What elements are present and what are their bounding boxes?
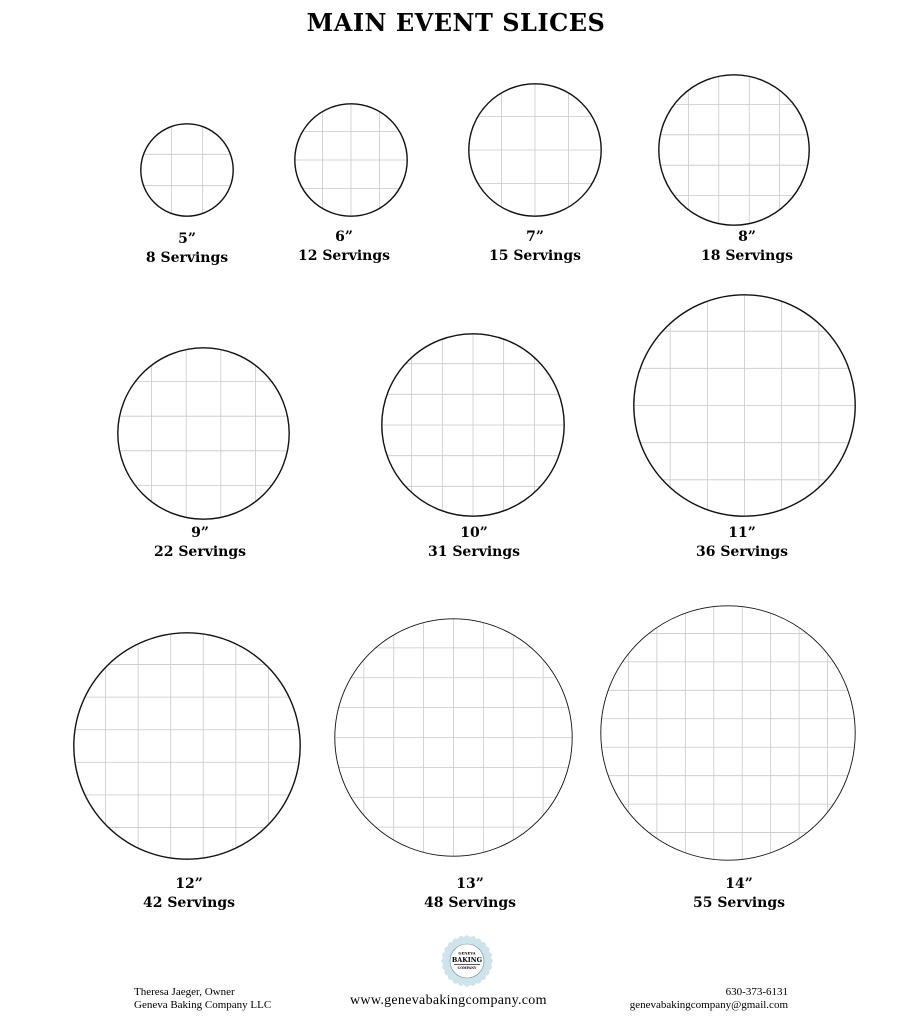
footer-contact-owner [134,986,271,1012]
geneva-baking-company-logo [441,935,493,987]
cake-servings: 36 Servings [695,544,789,560]
logo-text-line2: BAKING [451,956,483,964]
cake-label-13-inch [360,875,580,913]
cake-outline [659,75,809,225]
owner-name: Theresa Jaeger, Owner [134,986,235,998]
page-title: MAIN EVENT SLICES [306,8,606,37]
cake-label-9-inch [90,524,310,562]
cake-outline [601,606,855,860]
cake-label-8-inch [637,228,857,266]
cake-servings: 22 Servings [153,544,247,560]
cake-label-14-inch [629,875,849,913]
cake-outline [118,348,289,519]
cake-size: 12” [175,876,203,892]
website-link[interactable]: www.genevabakingcompany.com [350,993,547,1008]
logo-text-line3: COMPANY [457,966,477,970]
cake-outline [141,124,233,216]
cake-diagram-14-inch [600,605,856,861]
cake-diagram-11-inch [633,294,856,517]
cake-label-12-inch [79,875,299,913]
email-address[interactable]: genevabakingcompany@gmail.com [629,999,788,1011]
cake-servings: 8 Servings [145,250,229,266]
cake-servings: 48 Servings [423,895,517,911]
cake-diagram-8-inch [658,74,810,226]
cake-size: 6” [335,229,353,245]
phone-number: 630-373-6131 [725,986,788,998]
cake-diagram-6-inch [294,103,408,217]
cake-diagram-12-inch [73,632,301,860]
cake-servings: 12 Servings [297,248,391,264]
cake-servings: 31 Servings [427,544,521,560]
cake-size: 13” [456,876,484,892]
cake-size: 7” [526,229,544,245]
cake-diagram-13-inch [334,618,573,857]
cake-diagram-7-inch [468,83,602,217]
cake-servings: 55 Servings [692,895,786,911]
cake-servings: 42 Servings [142,895,236,911]
cake-size: 14” [725,876,753,892]
cake-diagram-10-inch [381,333,565,517]
cake-servings: 18 Servings [700,248,794,264]
footer-contact-info [630,986,788,1012]
cake-label-6-inch [234,228,454,266]
cake-servings: 15 Servings [488,248,582,264]
cake-outline [74,633,300,859]
cake-size: 5” [178,231,196,247]
cake-label-11-inch [632,524,852,562]
cake-size: 10” [460,525,488,541]
cake-size: 8” [738,229,756,245]
cake-size: 11” [728,525,756,541]
cake-diagram-5-inch [140,123,234,217]
cake-diagram-9-inch [117,347,290,520]
cake-label-7-inch [425,228,645,266]
company-name: Geneva Baking Company LLC [134,999,272,1011]
cake-label-10-inch [364,524,584,562]
cake-size: 9” [191,525,209,541]
logo-text-line1: GENEVA [458,951,476,956]
